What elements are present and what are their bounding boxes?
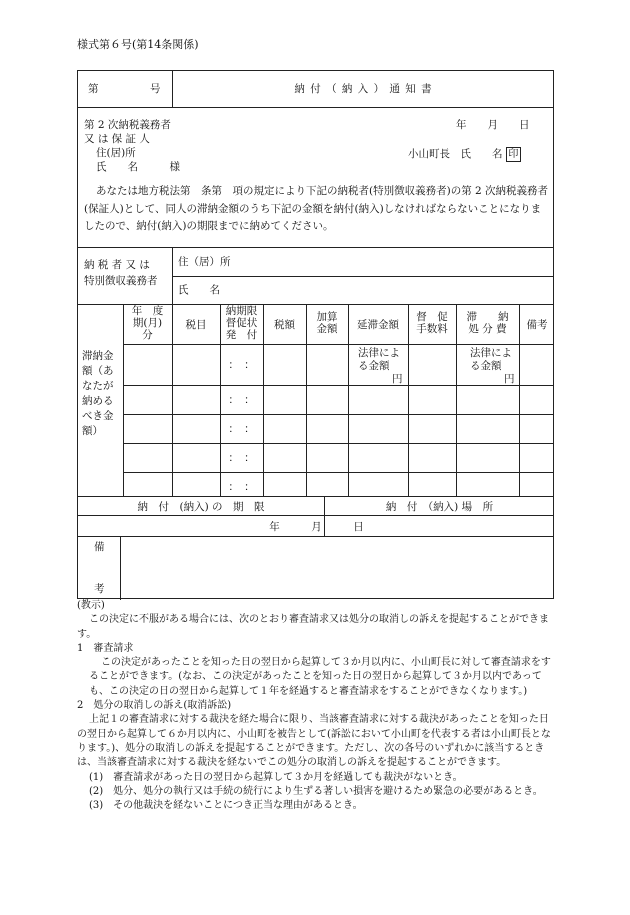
disposal-note-yen: 円 [504,373,515,385]
instructions-heading: (教示) [77,600,105,611]
taxpayer-label-1: 納 税 者 又 は [84,259,150,271]
late-note-2: る金額 [358,360,390,372]
late-note-1: 法律によ [358,347,400,359]
issuer-name [408,147,521,162]
header-disposal: 滞 納 処 分 費 [466,311,509,335]
review-request-title: 1 審査請求 [77,642,134,654]
header-remarks: 備考 [526,319,548,331]
issue-date: 年 月 日 [456,119,530,131]
number-prefix: 第 [88,83,99,95]
condition-1: (1) 審査請求があった日の翌日から起算して３か月を経過しても裁決がないとき。 [89,771,463,783]
taxpayer-label-2: 特別徴収義務者 [84,275,158,287]
deadline-colon-5: ： ： [228,481,255,493]
deadline-colon-2: ： ： [228,394,255,406]
issuer-label: 小山町長 氏 名 [408,148,503,160]
header-late: 延滞金額 [357,319,399,331]
remarks-label-bottom: 考 [94,583,105,595]
deadline-colon-1: ： ： [228,359,255,371]
instructions-intro: この決定に不服がある場合には、次のとおり審査請求又は処分の取消しの訴えを提起することができます。 [77,614,549,640]
form-number: 様式第６号(第14条関係) [77,38,199,51]
header-tax: 税額 [274,319,295,331]
remarks-label-top: 備 [94,541,105,553]
header-item: 税目 [185,319,207,331]
revocation-suit-text: 上記１の審査請求に対する裁決を経た場合に限り、当該審査請求に対する裁決があったことを知った日の翌日から起算して６か月以内に、小山町を被告として(訴訟において小山町を代表する者は小山町長となります。)、処分の取消しの訴えを提起することができます。ただし、次の各号のいずれかに該当するときは、当該審査請求に対する裁決を経ないでこの処分の取消しの訴えを提起することができます。 [77,714,551,769]
deadline-colon-4: ： ： [228,452,255,464]
document-title: 納 付 （ 納 入 ） 通 知 書 [294,83,433,95]
instructions [77,599,555,813]
payment-deadline-label: 納 付 (納入) の 期 限 [137,501,265,513]
addressee-line1: 第 2 次納税義務者 [84,119,171,131]
payment-place-label: 納 付 （納入) 場 所 [385,501,494,513]
taxpayer-address-label: 住（居）所 [178,256,231,268]
deadline-colon-3: ： ： [228,423,255,435]
condition-3: (3) その他裁決を経ないことにつき正当な理由があるとき。 [89,800,363,812]
taxpayer-name-label: 氏 名 [178,284,220,296]
disposal-note-1: 法律によ [470,347,512,359]
condition-2: (2) 処分、処分の執行又は手続の続行により生ずる著しい損害を避けるため緊急の必要があるとき。 [89,785,543,797]
revocation-suit-title: 2 処分の取消しの訴え(取消訴訟) [77,700,232,712]
addressee-address: 住(居)所 [96,147,136,159]
header-added: 加算 金額 [316,311,338,335]
header-deadline: 納期限 督促状 発 付 [225,305,258,341]
header-fee: 督 促 手数料 [416,311,448,335]
addressee-name: 氏 名 様 [96,161,180,173]
arrears-side-label: 滞納金額（あなたが納めるべき金額） [82,350,114,437]
notice-body: あなたは地方税法第 条第 項の規定により下記の納税者(特別徴収義務者)の第 2 次納税義務者(保証人)として、同人の滞納金額のうち下記の金額を納付(納入)しなければならないことになりましたので、納付(納入)の期限までに納めてください。 [84,185,549,232]
payment-deadline-date: 年 月 日 [269,521,364,533]
seal-mark: 印 [506,147,521,162]
review-request-text: この決定があったことを知った日の翌日から起算して３か月以内に、小山町長に対して審査請求をすることができます。(なお、この決定があったことを知った日の翌日から起算して３か月以内であっても、この決定の日の翌日から起算して１年を経過すると審査請求をすることができなくなります。) [89,657,551,697]
late-note-yen: 円 [392,373,403,385]
number-suffix: 号 [150,83,161,95]
notice-form [77,70,554,599]
header-year: 年 度 期(月) 分 [131,305,164,341]
disposal-note-2: る金額 [470,360,502,372]
addressee-line2: 又 は 保 証 人 [84,133,150,145]
